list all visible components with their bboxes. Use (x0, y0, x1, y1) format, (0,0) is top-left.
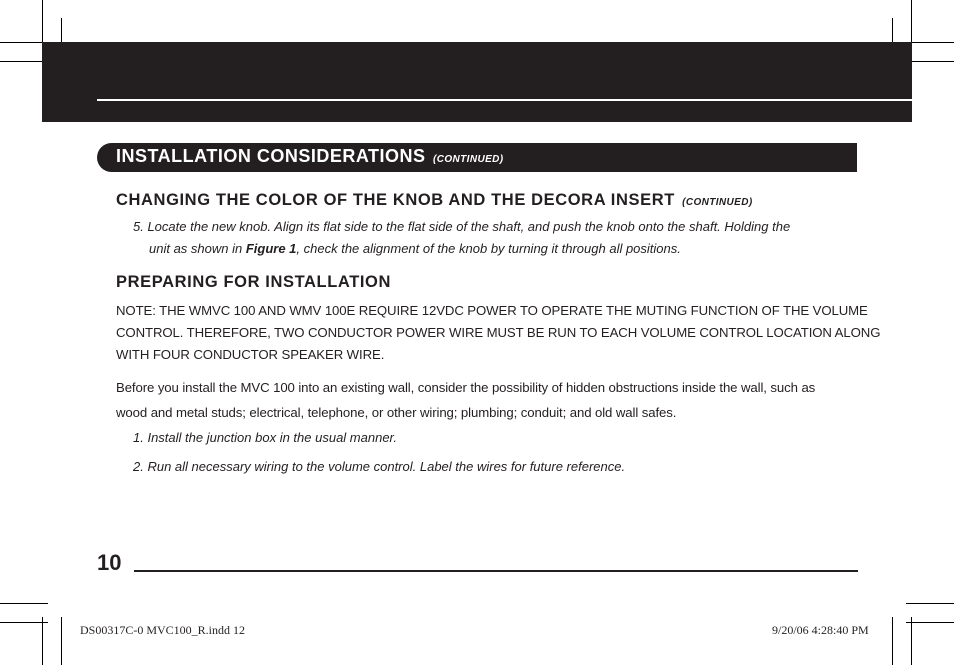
section-title (116, 146, 504, 167)
slug-timestamp: 9/20/06 4:28:40 PM (772, 623, 869, 637)
crop-mark (0, 42, 48, 43)
crop-mark (42, 0, 43, 48)
crop-mark (906, 61, 954, 62)
note-paragraph (116, 300, 881, 366)
crop-mark (0, 61, 48, 62)
page-number: 10 (97, 550, 122, 575)
crop-mark (906, 42, 954, 43)
crop-mark (911, 617, 912, 665)
header-rule (97, 99, 912, 101)
crop-mark (61, 617, 62, 665)
step-5-line-2-pre: unit as shown in (149, 241, 246, 256)
crop-mark (0, 622, 48, 623)
crop-mark (42, 617, 43, 665)
crop-mark (911, 0, 912, 48)
changing-continued: (CONTINUED) (682, 197, 753, 208)
figure-reference: Figure 1 (245, 241, 297, 256)
crop-mark (906, 603, 954, 604)
section-continued: (CONTINUED) (433, 154, 504, 165)
step-5-line-2-post: , check the alignment of the knob by turning it through all positions. (296, 241, 681, 256)
crop-mark (892, 617, 893, 665)
note-line: CONTROL. THEREFORE, TWO CONDUCTOR POWER WIRE MUST BE RUN TO EACH VOLUME CONTROL LOCATION ALONG (116, 325, 881, 340)
crop-mark (0, 603, 48, 604)
preparing-heading: PREPARING FOR INSTALLATION (116, 273, 392, 291)
body-line: Before you install the MVC 100 into an existing wall, consider the possibility of hidden obstructions inside the wall, such as (116, 380, 816, 395)
body-line: wood and metal studs; electrical, telephone, or other wiring; plumbing; conduit; and old wall safes. (116, 405, 677, 420)
header-band (42, 42, 912, 122)
note-line: NOTE: THE WMVC 100 AND WMV 100E REQUIRE 12VDC POWER TO OPERATE THE MUTING FUNCTION OF THE VOLUME (116, 303, 868, 318)
crop-mark (906, 622, 954, 623)
step-5 (133, 216, 863, 260)
footer-rule (134, 570, 858, 572)
body-paragraph (116, 375, 856, 425)
step-5-line-1: 5. Locate the new knob. Align its flat side to the flat side of the shaft, and push the knob onto the shaft. Holding the (133, 219, 791, 234)
step-5-line-2 (133, 238, 863, 260)
changing-heading (116, 191, 753, 210)
note-line: WITH FOUR CONDUCTOR SPEAKER WIRE. (116, 347, 385, 362)
step-1: 1. Install the junction box in the usual manner. (133, 430, 398, 445)
section-title-text: INSTALLATION CONSIDERATIONS (116, 146, 426, 166)
step-2: 2. Run all necessary wiring to the volume control. Label the wires for future reference. (133, 459, 626, 474)
slug-filename: DS00317C-0 MVC100_R.indd 12 (80, 623, 246, 637)
changing-heading-text: CHANGING THE COLOR OF THE KNOB AND THE DECORA INSERT (116, 191, 675, 209)
